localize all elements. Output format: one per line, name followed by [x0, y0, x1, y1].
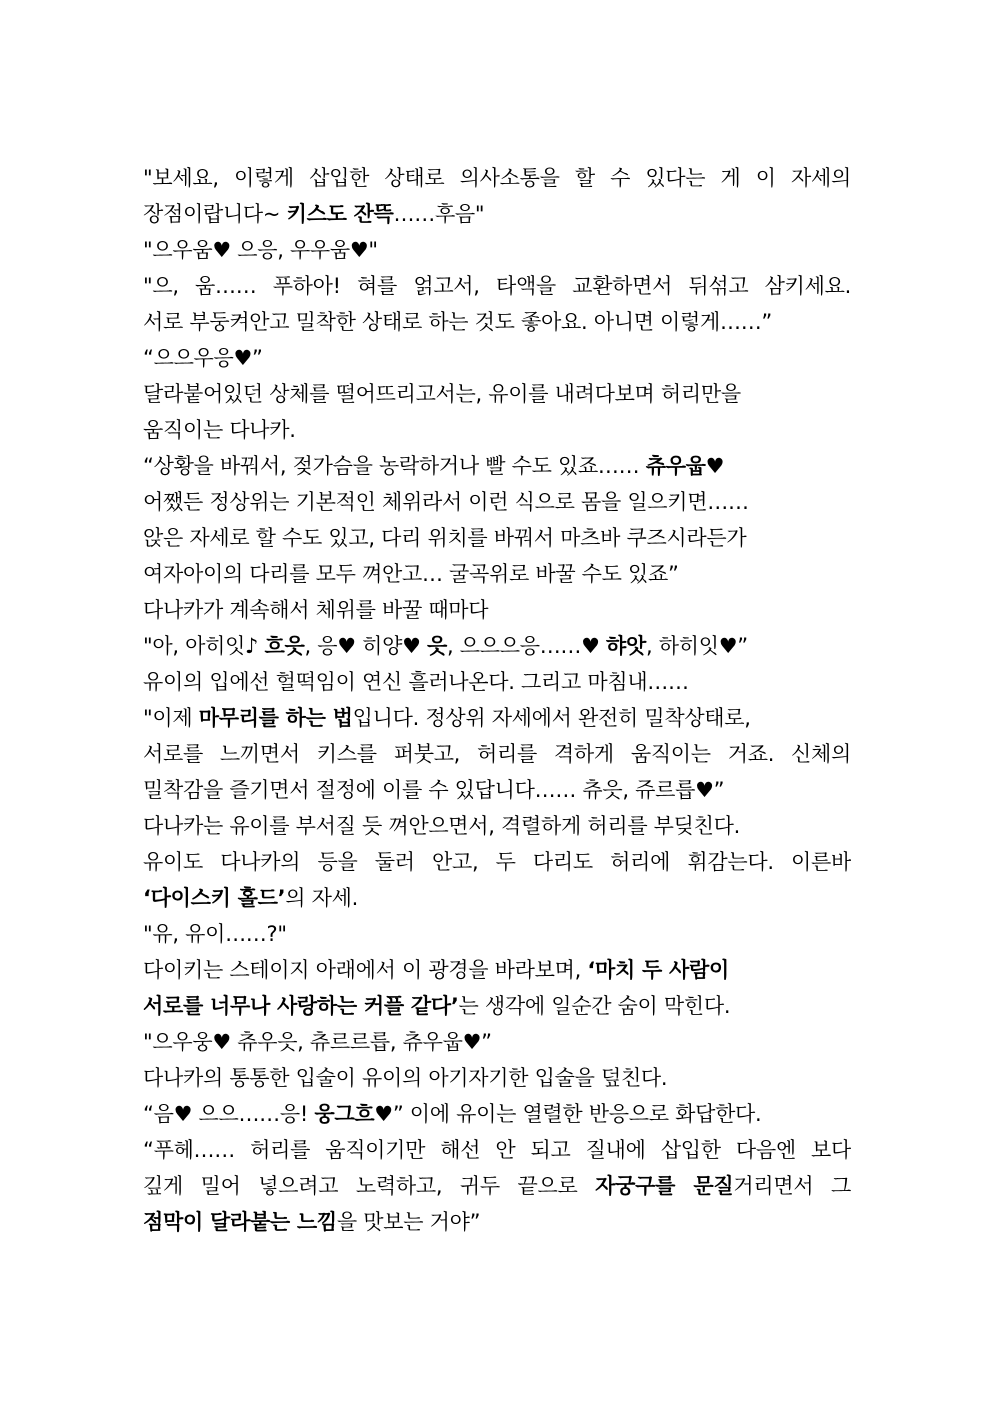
text-line	[143, 1060, 851, 1096]
text-line	[143, 268, 851, 304]
text-segment: “으으우응♥”	[143, 346, 263, 370]
emphasized-text: 키스도 잔뜩	[286, 202, 394, 226]
text-segment: “상황을 바꿔서, 젖가슴을 농락하거나 빨 수도 있죠……	[143, 454, 646, 478]
text-line	[143, 1132, 851, 1168]
emphasized-text: 서로를 너무나 사랑하는 커플 같다’	[143, 994, 459, 1018]
text-line	[143, 700, 851, 736]
text-segment: "으우웅♥ 츄우읏, 츄르르릅, 츄우웁♥”	[143, 1030, 492, 1054]
text-segment: 움직이는 다나카.	[143, 418, 296, 442]
text-line	[143, 232, 851, 268]
text-line	[143, 772, 851, 808]
text-segment: 앉은 자세로 할 수도 있고, 다리 위치를 바꿔서 마츠바 쿠즈시라든가	[143, 526, 747, 550]
text-line	[143, 484, 851, 520]
text-line	[143, 448, 851, 484]
text-segment: 입니다. 정상위 자세에서 완전히 밀착상태로,	[352, 706, 751, 730]
text-segment: 다이키는 스테이지 아래에서 이 광경을 바라보며,	[143, 958, 588, 982]
text-line	[143, 808, 851, 844]
text-segment: ” 이에 유이는 열렬한 반응으로 화답한다.	[392, 1102, 762, 1126]
emphasized-text: 자궁구를 문질	[595, 1174, 734, 1198]
text-segment: 의 자세.	[285, 886, 359, 910]
text-segment: "으, 움…… 푸하아! 혀를 얽고서, 타액을 교환하면서 뒤섞고 삼키세요.	[143, 274, 851, 298]
text-segment: "보세요, 이렇게 삽입한 상태로 의사소통을 할 수 있다는 게 이 자세의	[143, 166, 851, 190]
text-segment: ……후음"	[393, 202, 485, 226]
text-line	[143, 880, 851, 916]
text-line	[143, 520, 851, 556]
text-line	[143, 1096, 851, 1132]
text-line	[143, 844, 851, 880]
text-line	[143, 628, 851, 664]
text-segment: 다나카가 계속해서 체위를 바꿀 때마다	[143, 598, 489, 622]
text-segment: 거리면서 그	[733, 1174, 851, 1198]
text-line	[143, 304, 851, 340]
text-line	[143, 736, 851, 772]
text-segment: 유이의 입에선 헐떡임이 연신 흘러나온다. 그리고 마침내……	[143, 670, 689, 694]
text-segment: "이제	[143, 706, 199, 730]
text-segment: 는 생각에 일순간 숨이 막힌다.	[458, 994, 731, 1018]
text-line	[143, 1204, 851, 1240]
text-segment: 서로를 느끼면서 키스를 퍼붓고, 허리를 격하게 움직이는 거죠. 신체의	[143, 742, 851, 766]
text-line	[143, 988, 851, 1024]
text-segment: 여자아이의 다리를 모두 껴안고… 굴곡위로 바꿀 수도 있죠”	[143, 562, 679, 586]
text-line	[143, 1024, 851, 1060]
text-segment: 유이도 다나카의 등을 둘러 안고, 두 다리도 허리에 휘감는다. 이른바	[143, 850, 851, 874]
text-segment: , 하히잇♥”	[646, 634, 748, 658]
text-segment: 장점이랍니다~	[143, 202, 287, 226]
emphasized-text: 읏	[427, 634, 448, 658]
text-line	[143, 952, 851, 988]
emphasized-text: 햐앗	[606, 634, 647, 658]
text-line	[143, 376, 851, 412]
text-line	[143, 340, 851, 376]
text-segment: "아, 아히잇♪	[143, 634, 265, 658]
text-line	[143, 664, 851, 700]
text-line	[143, 196, 851, 232]
emphasized-text: ‘마치 두 사람이	[587, 958, 729, 982]
text-line	[143, 592, 851, 628]
emphasized-text: 흐읏	[264, 634, 305, 658]
text-segment: 어쨌든 정상위는 기본적인 체위라서 이런 식으로 몸을 일으키면……	[143, 490, 749, 514]
emphasized-text: 마무리를 하는 법	[198, 706, 353, 730]
text-segment: 다나카의 통통한 입술이 유이의 아기자기한 입술을 덮친다.	[143, 1066, 668, 1090]
text-segment: , 응♥ 히양♥	[304, 634, 428, 658]
text-segment: , 으으으응……♥	[447, 634, 607, 658]
text-line	[143, 412, 851, 448]
text-line	[143, 916, 851, 952]
text-segment: “푸헤…… 허리를 움직이기만 해선 안 되고 질내에 삽입한 다음엔 보다	[143, 1138, 851, 1162]
text-segment: 을 맛보는 거야”	[336, 1210, 481, 1234]
document-body	[143, 160, 851, 1240]
text-segment: 깊게 밀어 넣으려고 노력하고, 귀두 끝으로	[143, 1174, 596, 1198]
text-line	[143, 556, 851, 592]
text-segment: "유, 유이……?"	[143, 922, 287, 946]
emphasized-text: 점막이 달라붙는 느낌	[143, 1210, 337, 1234]
text-line	[143, 1168, 851, 1204]
text-segment: 달라붙어있던 상체를 떨어뜨리고서는, 유이를 내려다보며 허리만을	[143, 382, 741, 406]
emphasized-text: ‘다이스키 홀드’	[143, 886, 286, 910]
text-segment: "으우움♥ 으응, 우우움♥"	[143, 238, 378, 262]
text-segment: 다나카는 유이를 부서질 듯 껴안으면서, 격렬하게 허리를 부딪친다.	[143, 814, 740, 838]
text-segment: “음♥ 으으……응!	[143, 1102, 315, 1126]
emphasized-text: 웅그흐♥	[314, 1102, 393, 1126]
text-segment: 서로 부둥켜안고 밀착한 상태로 하는 것도 좋아요. 아니면 이렇게……”	[143, 310, 772, 334]
emphasized-text: 츄우웁♥	[645, 454, 725, 478]
text-line	[143, 160, 851, 196]
text-segment: 밀착감을 즐기면서 절정에 이를 수 있답니다…… 츄읏, 쥬르릅♥”	[143, 778, 725, 802]
